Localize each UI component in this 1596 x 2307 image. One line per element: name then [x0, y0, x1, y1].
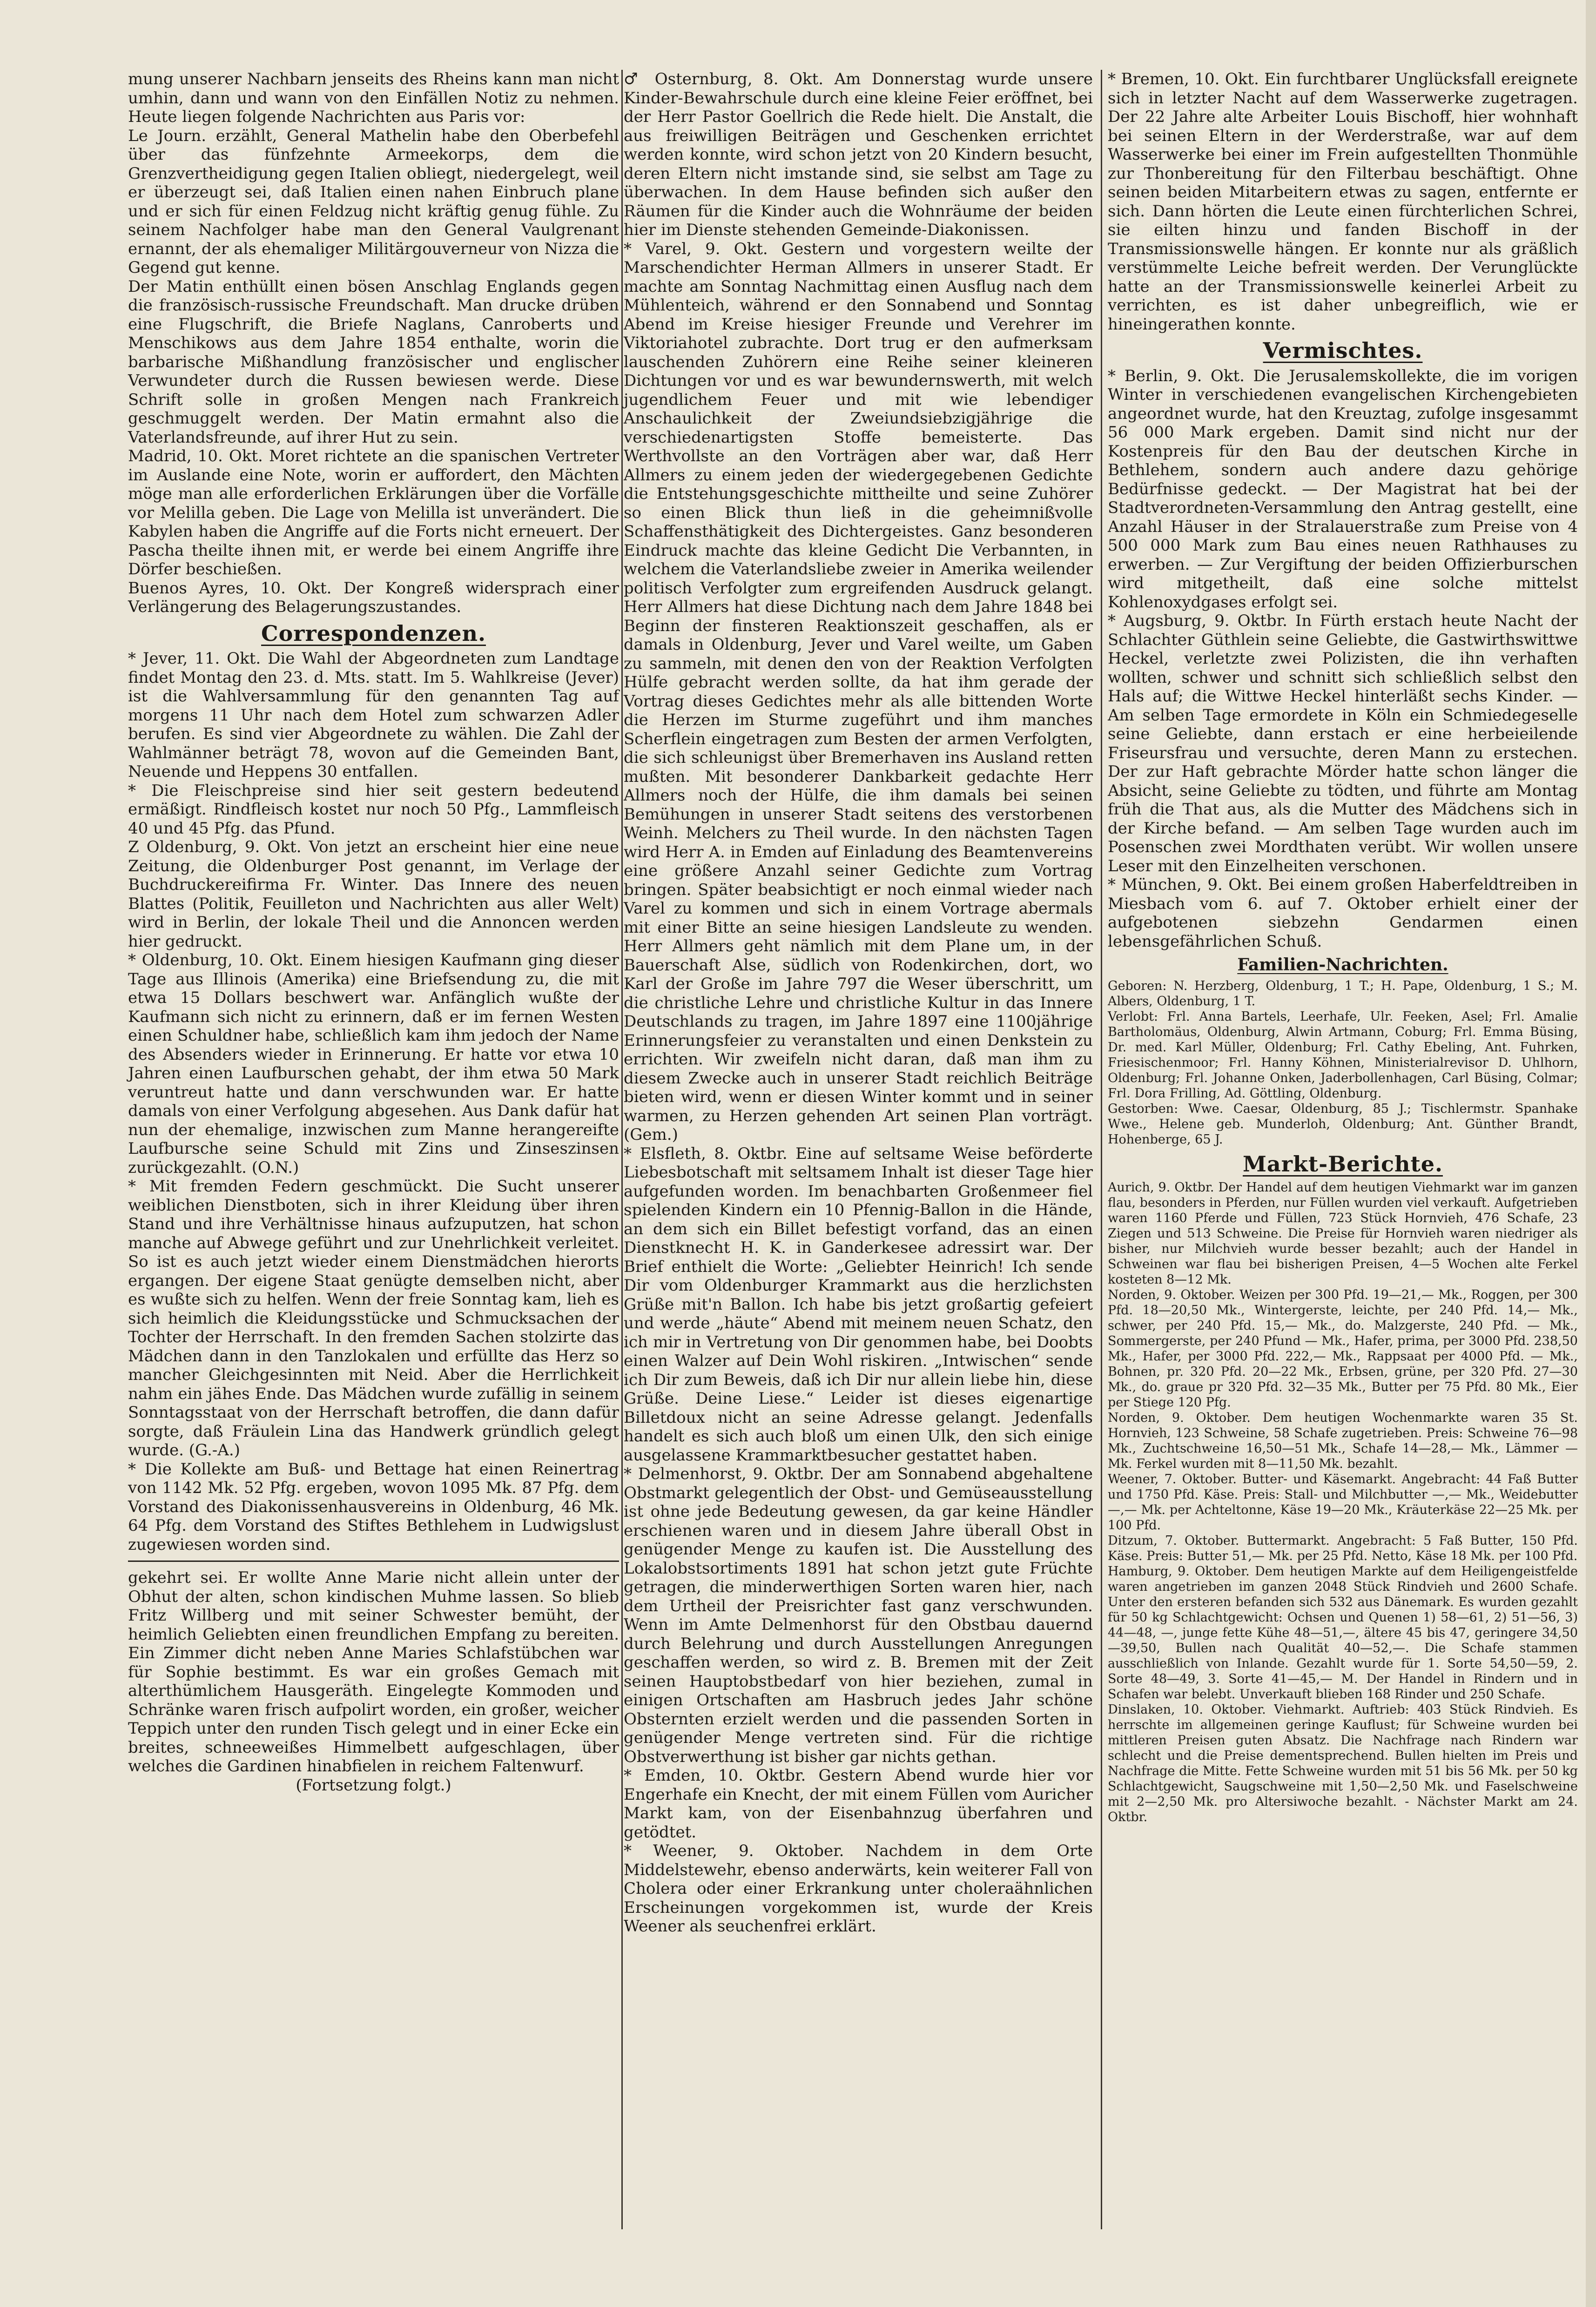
column-rule-left	[621, 70, 623, 2229]
article-paragraph: Buenos Ayres, 10. Okt. Der Kongreß widersprach einer Verlängerung des Belagerungszustandes.	[128, 578, 619, 616]
article-paragraph: * Emden, 10. Oktbr. Gestern Abend wurde hier vor Engerhafe ein Knecht, der mit einem Füllen vom Auricher Markt kam, von der Eisenbahnzug überfahren und getödtet.	[624, 1766, 1093, 1842]
family-news-engagements: Verlobt: Frl. Anna Bartels, Leerhafe, Ulr. Feeken, Asel; Frl. Amalie Bartholomäus, Oldenburg, Alwin Artmann, Coburg; Frl. Emma Büsing, Dr. med. Karl Müller, Oldenburg; Frl. Cathy Ebeling, Ant. Fuhrken, Friesischenmoor; Frl. Hanny Köhnen, Ministerialrevisor D. Uhlhorn, Oldenburg; Frl. Johanne Onken, Jaderbollenhagen, Carl Büsing, Colmar; Frl. Dora Frilling, Ad. Göttling, Oldenburg.	[1108, 1009, 1578, 1101]
continuation-note: (Fortsetzung folgt.)	[296, 1776, 451, 1795]
article-paragraph: ♂ Osternburg, 8. Okt. Am Donnerstag wurde unsere Kinder-Bewahrschule durch eine kleine Feier eröffnet, bei der Herr Pastor Goellrich die Rede hielt. Die Anstalt, die aus freiwilligen Beiträgen und Geschenken errichtet werden konnte, wird schon jetzt von 20 Kindern besucht, deren Eltern nicht imstande sind, sie selbst am Tage zu überwachen. In dem Hause befinden sich außer den Räumen für die Kinder auch die Wohnräume der beiden hier im Dienste stehenden Gemeinde-Diakonissen.	[624, 70, 1093, 239]
article-paragraph: mung unserer Nachbarn jenseits des Rheins kann man nicht umhin, dann und wann von den Einfällen Notiz zu nehmen. Heute liegen folgende Nachrichten aus Paris vor:	[128, 70, 619, 126]
section-heading-correspondenzen	[128, 620, 619, 646]
section-heading-text: Vermischtes.	[1263, 338, 1423, 363]
family-news-heading: Familien-Nachrichten.	[1237, 955, 1448, 975]
column-1	[128, 70, 619, 1795]
article-paragraph: * Die Kollekte am Buß- und Bettage hat einen Reinertrag von 1142 Mk. 52 Pfg. ergeben, wovon 1095 Mk. 87 Pfg. dem Vorstand des Diakonissenhausvereins in Oldenburg, 46 Mk. 64 Pfg. dem Vorstand des Stiftes Bethlehem in Ludwigslust zugewiesen worden sind.	[128, 1460, 619, 1554]
article-paragraph: * Die Fleischpreise sind hier seit gestern bedeutend ermäßigt. Rindfleisch kostet nur noch 50 Pfg., Lammfleisch 40 und 45 Pfg. das Pfund.	[128, 781, 619, 838]
section-heading-text: Markt-Berichte.	[1242, 1151, 1443, 1177]
column-3	[1108, 70, 1578, 1825]
article-paragraph: * Weener, 9. Oktober. Nachdem in dem Orte Middelstewehr, ebenso anderwärts, kein weiterer Fall von Cholera oder einer Erkrankung unter choleraähnlichen Erscheinungen vorgekommen ist, wurde der Kreis Weener als seuchenfrei erklärt.	[624, 1842, 1093, 1936]
section-heading-markt-berichte	[1108, 1151, 1578, 1177]
article-paragraph: Le Journ. erzählt, General Mathelin habe den Oberbefehl über das fünfzehnte Armeekorps, dem die Grenzvertheidigung gegen Italien obliegt, niedergelegt, weil er überzeugt sei, daß Italien einen nahen Einbruch plane und er sich für einen Feldzug nicht kräftig genug fühle. Zu seinem Nachfolger habe man den General Vaulgrenant ernannt, der als ehemaliger Militärgouverneur von Nizza die Gegend gut kenne.	[128, 126, 619, 277]
article-paragraph: * Elsfleth, 8. Oktbr. Eine auf seltsame Weise beförderte Liebesbotschaft mit seltsamem Inhalt ist dieser Tage hier aufgefunden worden. Im benachbarten Großenmeer fiel spielenden Kindern ein 10 Pfennig-Ballon in die Hände, an dem sich ein Billet befestigt vorfand, das an einen Dienstknecht H. K. in Ganderkesee adressirt war. Der Brief enthielt die Worte: „Geliebter Heinrich! Ich sende Dir vom Oldenburger Krammarkt aus die herzlichsten Grüße mit'n Ballon. Ich habe bis jetzt großartig gefeiert und werde „häute“ Abend mit meinem neuen Schatz, den ich mir in Vertretung von Dir genommen habe, bei Doobts einen Walzer auf Dein Wohl riskiren. „Intwischen“ sende ich Dir zum Beweis, daß ich Dir nur allein liebe hin, diese Grüße. Deine Liese.“ Leider ist dieses eigenartige Billetdoux nicht an seine Adresse gelangt. Jedenfalls handelt es sich auch bloß um einen Ulk, den sich einige ausgelassene Krammarktbesucher gestattet haben.	[624, 1144, 1093, 1465]
family-news-births: Geboren: N. Herzberg, Oldenburg, 1 T.; H. Pape, Oldenburg, 1 S.; M. Albers, Oldenburg, 1 T.	[1108, 978, 1578, 1009]
market-report: Norden, 9. Oktober. Dem heutigen Wochenmarkte waren 35 St. Hornvieh, 123 Schweine, 58 Schafe zugetrieben. Preis: Schweine 76—98 Mk., Zuchtschweine 16,50—51 Mk., Schafe 14—28,— Mk., Lämmer — Mk. Ferkel wurden mit 8—11,50 Mk. bezahlt.	[1108, 1411, 1578, 1471]
adjacent-page-edge	[1586, 0, 1596, 2307]
article-paragraph: * Mit fremden Federn geschmückt. Die Sucht unserer weiblichen Dienstboten, sich in ihrer Kleidung über ihren Stand und ihre Verhältnisse hinaus aufzuputzen, hat schon manche auf Abwege geführt und zur Unehrlichkeit verleitet. So ist es auch jetzt wieder einem Dienstmädchen hierorts ergangen. Der eigene Staat genügte demselben nicht, aber es wußte sich zu helfen. Wenn der freie Sonntag kam, lieh es sich heimlich die Kleidungsstücke und Schmucksachen der Tochter der Herrschaft. In den fremden Sachen stolzirte das Mädchen dann in den Tanzlokalen und erfüllte das Herz so mancher Gleichgesinnten mit Neid. Aber die Herrlichkeit nahm ein jähes Ende. Das Mädchen wurde zufällig in seinem Sonntagsstaat von der Herrschaft betroffen, die dann dafür sorgte, daß Fräulein Lina das Handwerk gründlich gelegt wurde. (G.-A.)	[128, 1177, 619, 1460]
market-report: Hamburg, 9. Oktober. Dem heutigen Markte auf dem Heiligengeistfelde waren angetrieben im ganzen 2048 Stück Rindvieh und 2600 Schafe. Unter den ersteren befanden sich 532 aus Dänemark. Es wurden gezahlt für 50 kg Schlachtgewicht: Ochsen und Quenen 1) 58—61, 2) 51—56, 3) 44—48, —, junge fette Kühe 48—51,—, ältere 45 bis 47, geringere 34,50—39,50, Bullen nach Qualität 40—52,—. Die Schafe stammen ausschließlich von Inlande. Gezahlt wurde für 1. Sorte 54,50—59, 2. Sorte 48—49, 3. Sorte 41—45,— M. Der Handel in Rindern und in Schafen war belebt. Unverkauft blieben 168 Rinder und 250 Schafe.	[1108, 1564, 1578, 1702]
article-paragraph: * Jever, 11. Okt. Die Wahl der Abgeordneten zum Landtage findet Montag den 23. d. Mts. statt. Im 5. Wahlkreise (Jever) ist die Wahlversammlung für den genannten Tag auf morgens 11 Uhr nach dem Hotel zum schwarzen Adler berufen. Es sind vier Abgeordnete zu wählen. Die Zahl der Wahlmänner beträgt 78, wovon auf die Gemeinden Bant, Neuende und Heppens 30 entfallen.	[128, 649, 619, 781]
family-news-deaths: Gestorben: Wwe. Caesar, Oldenburg, 85 J.; Tischlermstr. Spanhake Wwe., Helene geb. Munderloh, Oldenburg; Ant. Günther Brandt, Hohenberge, 65 J.	[1108, 1101, 1578, 1147]
article-paragraph: Madrid, 10. Okt. Moret richtete an die spanischen Vertreter im Auslande eine Note, worin er auffordert, den Mächten möge man alle erforderlichen Erklärungen über die Vorfälle vor Melilla geben. Die Lage von Melilla ist unverändert. Die Kabylen haben die Angriffe auf die Forts nicht erneuert. Der Pascha theilte ihnen mit, er werde bei einem Angriffe ihre Dörfer beschießen.	[128, 447, 619, 578]
feuilleton-divider	[128, 1560, 619, 1562]
article-paragraph: * Varel, 9. Okt. Gestern und vorgestern weilte der Marschendichter Herman Allmers in unserer Stadt. Er machte am Sonntag Nachmittag einen Ausflug nach dem Mühlenteich, während er den Sonnabend und Sonntag Abend im Kreise hiesiger Freunde und Verehrer im Viktoriahotel zubrachte. Dort trug er den aufmerksam lauschenden Zuhörern eine Reihe seiner kleineren Dichtungen vor und es war bewundernswerth, mit welch jugendlichem Feuer und mit wie lebendiger Anschaulichkeit der Zweiundsiebzigjährige die verschiedenartigsten Stoffe bemeisterte. Das Werthvollste an den Vorträgen aber war, daß Herr Allmers zu einem jeden der wiedergegebenen Gedichte die Entstehungsgeschichte mittheilte und seine Zuhörer so einen Blick thun ließ in die geheimnißvolle Schaffensthätigkeit des Dichtergeistes. Ganz besonderen Eindruck machte das kleine Gedicht Die Verbannten, in welchem die Vaterlandsliebe zweier in Amerika weilender politisch Verfolgter zum ergreifenden Ausdruck gelangt. Herr Allmers hat diese Dichtung nach dem Jahre 1848 bei Beginn der finsteren Reaktionszeit geschaffen, als er damals in Oldenburg, Jever und Varel weilte, um Gaben zu sammeln, mit denen den von der Reaktion Verfolgten Hülfe gebracht werden sollte, da hat ihm gerade der Vortrag dieses Gedichtes mehr als alle bittenden Worte die Herzen im Sturme zugeführt und ihm manches Scherflein eingetragen zum Besten der armen Verfolgten, die sich schleunigst über Bremerhaven ins Ausland retten mußten. Mit besonderer Dankbarkeit gedachte Herr Allmers noch der Hülfe, die ihm damals bei seinen Bemühungen in unserer Stadt seitens des verstorbenen Weinh. Melchers zu Theil wurde. In den nächsten Tagen wird Herr A. in Emden auf Einladung des Beamtenvereins eine größere Anzahl seiner Gedichte zum Vortrag bringen. Später beabsichtigt er noch einmal wieder nach Varel zu kommen und sich in einem Vortrage abermals mit einer Bitte an seine hiesigen Landsleute zu wenden. Herr Allmers geht nämlich mit dem Plane um, in der Bauerschaft Alse, südlich von Rodenkirchen, dort, wo Karl der Große im Jahre 797 die Weser überschritt, um die christliche Lehre und christliche Kultur in das Innere Deutschlands zu tragen, im Jahre 1897 eine 1100jährige Erinnerungsfeier zu veranstalten und einen Denkstein zu errichten. Wir zweifeln nicht daran, daß man ihm zu diesem Zwecke auch in unserer Stadt reichlich Beiträge bieten wird, wenn er diesen Winter kommt und in seiner warmen, zu Herzen gehenden Art seinen Plan vorträgt. (Gem.)	[624, 239, 1093, 1144]
market-report: Ditzum, 7. Oktober. Buttermarkt. Angebracht: 5 Faß Butter, 150 Pfd. Käse. Preis: Butter 51,— Mk. per 25 Pfd. Netto, Käse 18 Mk. per 100 Pfd.	[1108, 1534, 1578, 1563]
market-report: Aurich, 9. Oktbr. Der Handel auf dem heutigen Viehmarkt war im ganzen flau, besonders in Pferden, nur Füllen wurden viel verkauft. Aufgetrieben waren 1160 Pferde und Füllen, 723 Stück Hornvieh, 476 Schafe, 23 Ziegen und 513 Schweine. Die Preise für Hornvieh waren niedriger als bisher, nur Milchvieh wurde besser bezahlt; auch der Handel in Schweinen war flau bei bisherigen Preisen, 4—5 Wochen alte Ferkel kosteten 8—12 Mk.	[1108, 1180, 1578, 1287]
article-paragraph: * Berlin, 9. Okt. Die Jerusalemskollekte, die im vorigen Winter in verschiedenen evangelischen Kirchengebieten angeordnet wurde, hat den Kreuztag, zufolge insgesammt 56 000 Mark ergeben. Damit sind nicht nur der Kostenpreis für den Bau der deutschen Kirche in Bethlehem, sondern auch andere dazu gehörige Bedürfnisse gedeckt. — Der Magistrat hat bei der Stadtverordneten-Versammlung den Antrag gestellt, eine Anzahl Häuser in der Stralauerstraße zum Preise von 4 500 000 Mark zum Bau eines neuen Rathhauses zu erwerben. — Zur Vergiftung der beiden Offizierburschen wird mitgetheilt, daß eine solche mittelst Kohlenoxydgases erfolgt sei.	[1108, 366, 1578, 612]
article-paragraph: Der Matin enthüllt einen bösen Anschlag Englands gegen die französisch-russische Freundschaft. Man drucke drüben eine Flugschrift, die Briefe Naglans, Canroberts und Menschikows aus dem Jahre 1854 enthalte, worin die barbarische Mißhandlung französischer und englischer Verwundeter durch die Russen bewiesen werde. Diese Schrift solle in großen Mengen nach Frankreich geschmuggelt werden. Der Matin ermahnt also die Vaterlandsfreunde, auf ihrer Hut zu sein.	[128, 277, 619, 447]
feuilleton-paragraph: gekehrt sei. Er wollte Anne Marie nicht allein unter der Obhut der alten, schon kindischen Muhme lassen. So blieb Fritz Willberg und mit seiner Schwester bemüht, der heimlich Geliebten einen freundlichen Empfang zu bereiten. Ein Zimmer dicht neben Anne Maries Schlafstübchen war für Sophie bestimmt. Es war ein großes Gemach mit alterthümlichem Hausgeräth. Eingelegte Kommoden und Schränke waren frisch aufpolirt worden, ein großer, weicher Teppich unter den runden Tisch gelegt und in einer Ecke ein breites, schneeweißes Himmelbett aufgeschlagen, über welches die Gardinen hinabfielen in reichem Faltenwurf.	[128, 1568, 619, 1776]
section-heading-vermischtes	[1108, 338, 1578, 363]
column-rule-right	[1101, 70, 1102, 2229]
market-report: Norden, 9. Oktober. Weizen per 300 Pfd. 19—21,— Mk., Roggen, per 300 Pfd. 18—20,50 Mk., Wintergerste, leichte, per 240 Pfd. 14,— Mk., schwer, per 240 Pfd. 15,— Mk., do. Malzgerste, 240 Pfd. — Mk., Sommergerste, per 240 Pfund — Mk., Hafer, prima, per 3000 Pfd. 238,50 Mk., Hafer, per 3000 Pfd. 222,— Mk., Rappsaat per 4000 Pfd. — Mk., Bohnen, pr. 320 Pfd. 20—22 Mk., Erbsen, grüne, per 320 Pfd. 27—30 Mk., do. graue pr 320 Pfd. 32—35 Mk., Butter per 75 Pfd. 80 Mk., Eier per Stiege 120 Pfg.	[1108, 1288, 1578, 1410]
article-paragraph: Z Oldenburg, 9. Okt. Von jetzt an erscheint hier eine neue Zeitung, die Oldenburger Post genannt, im Verlage der Buchdruckereifirma Fr. Winter. Das Innere des neuen Blattes (Politik, Feuilleton und Nachrichten aus aller Welt) wird in Berlin, der lokale Theil und die Annoncen werden hier gedruckt.	[128, 838, 619, 951]
article-paragraph: * Bremen, 10. Okt. Ein furchtbarer Unglücksfall ereignete sich in letzter Nacht auf dem Wasserwerke zugetragen. Der 22 Jahre alte Arbeiter Louis Bischoff, hier wohnhaft bei seinen Eltern in der Werderstraße, war auf dem Wasserwerke bei einer im Frein aufgestellten Thonmühle zur Thonbereitung für den Filterbau beschäftigt. Ohne seinen beiden Mitarbeitern etwas zu sagen, entfernte er sich. Dann hörten die Leute einen fürchterlichen Schrei, sie eilten hinzu und fanden Bischoff in der Transmissionswelle hängen. Er konnte nur als gräßlich verstümmelte Leiche befreit werden. Der Verunglückte hatte an der Transmissionswelle keinerlei Arbeit zu verrichten, es ist daher unbegreiflich, wie er hineingerathen konnte.	[1108, 70, 1578, 334]
article-paragraph: * Augsburg, 9. Oktbr. In Fürth erstach heute Nacht der Schlachter Güthlein seine Geliebte, die Gastwirthswittwe Heckel, verletzte zwei Polizisten, die ihn verhaften wollten, schwer und schnitt sich schließlich selbst den Hals auf; die Wittwe Heckel hinterläßt sechs Kinder. — Am selben Tage ermordete in Köln ein Schmiedegeselle seine Geliebte, dann erstach er eine herbeieilende Friseursfrau und versuchte, deren Mann zu erstechen. Der zur Haft gebrachte Mörder hatte schon länger die Absicht, seine Geliebte zu tödten, und führte am Montag früh die That aus, als die Mutter des Mädchens sich in der Kirche befand. — Am selben Tage wurden auch im Posenschen zwei Mordthaten verübt. Wir wollen unsere Leser mit den Einzelheiten verschonen.	[1108, 612, 1578, 875]
article-paragraph: * Delmenhorst, 9. Oktbr. Der am Sonnabend abgehaltene Obstmarkt gelegentlich der Obst- und Gemüseausstellung ist ohne jede Bedeutung gewesen, da gar keine Händler erschienen waren und in diesem Jahre überall Obst in genügender Menge zu kaufen ist. Die Ausstellung des Lokalobstsortiments 1891 hat schon jetzt gute Früchte getragen, die minderwerthigen Sorten waren hier, nach dem Urtheil der Preisrichter fast ganz verschwunden. Wenn im Amte Delmenhorst für den Obstbau dauernd durch Belehrung und durch Ausstellungen Anregungen geschaffen werden, so wird z. B. Bremen mit der Zeit seinen Hauptobstbedarf von hier beziehen, zumal in einigen Ortschaften am Hasbruch jedes Jahr schöne Obsternten erzielt werden und die passenden Sorten in genügender Menge vertreten sind. Für die richtige Obstverwerthung ist bisher gar nichts gethan.	[624, 1465, 1093, 1766]
market-report: Dinslaken, 10. Oktober. Viehmarkt. Auftrieb: 403 Stück Rindvieh. Es herrschte im allgemeinen geringe Kauflust; für Schweine wurden bei mittleren Preisen guten Absatz. Die Nachfrage nach Rindern war schlecht und die Preise dementsprechend. Bullen hielten im Preis und Nachfrage die Mitte. Fette Schweine wurden mit 51 bis 56 Mk. per 50 kg Schlachtgewicht, Saugschweine mit 1,50—2,50 Mk. und Faselschweine mit 2—2,50 Mk. pro Altersiwoche bezahlt. - Nächster Markt am 24. Oktbr.	[1108, 1702, 1578, 1824]
section-heading-text: Correspondenzen.	[261, 620, 486, 646]
column-2	[624, 70, 1093, 1936]
article-paragraph: * Oldenburg, 10. Okt. Einem hiesigen Kaufmann ging dieser Tage aus Illinois (Amerika) eine Briefsendung zu, die mit etwa 15 Dollars beschwert war. Anfänglich wußte der Kaufmann sich nicht zu erinnern, daß er im fernen Westen einen Schuldner habe, schließlich kam ihm jedoch der Name des Absenders wieder in Erinnerung. Er hatte vor etwa 10 Jahren einen Laufburschen gehabt, der ihm etwa 50 Mark veruntreut hatte und dann verschwunden war. Er hatte damals von einer Verfolgung abgesehen. Aus Dank dafür hat nun der ehemalige, inzwischen zum Manne herangereifte Laufbursche seine Schuld mit Zins und Zinseszinsen zurückgezahlt. (O.N.)	[128, 951, 619, 1177]
article-paragraph: * München, 9. Okt. Bei einem großen Haberfeldtreiben in Miesbach vom 6. auf 7. Oktober erhielt einer der aufgebotenen siebzehn Gendarmen einen lebensgefährlichen Schuß.	[1108, 875, 1578, 951]
market-report: Weener, 7. Oktober. Butter- und Käsemarkt. Angebracht: 44 Faß Butter und 1750 Pfd. Käse. Preis: Stall- und Milchbutter —,— Mk., Weidebutter —,— Mk. per Achteltonne, Käse 19—20 Mk., Kräuterkäse 22—25 Mk. per 100 Pfd.	[1108, 1472, 1578, 1533]
